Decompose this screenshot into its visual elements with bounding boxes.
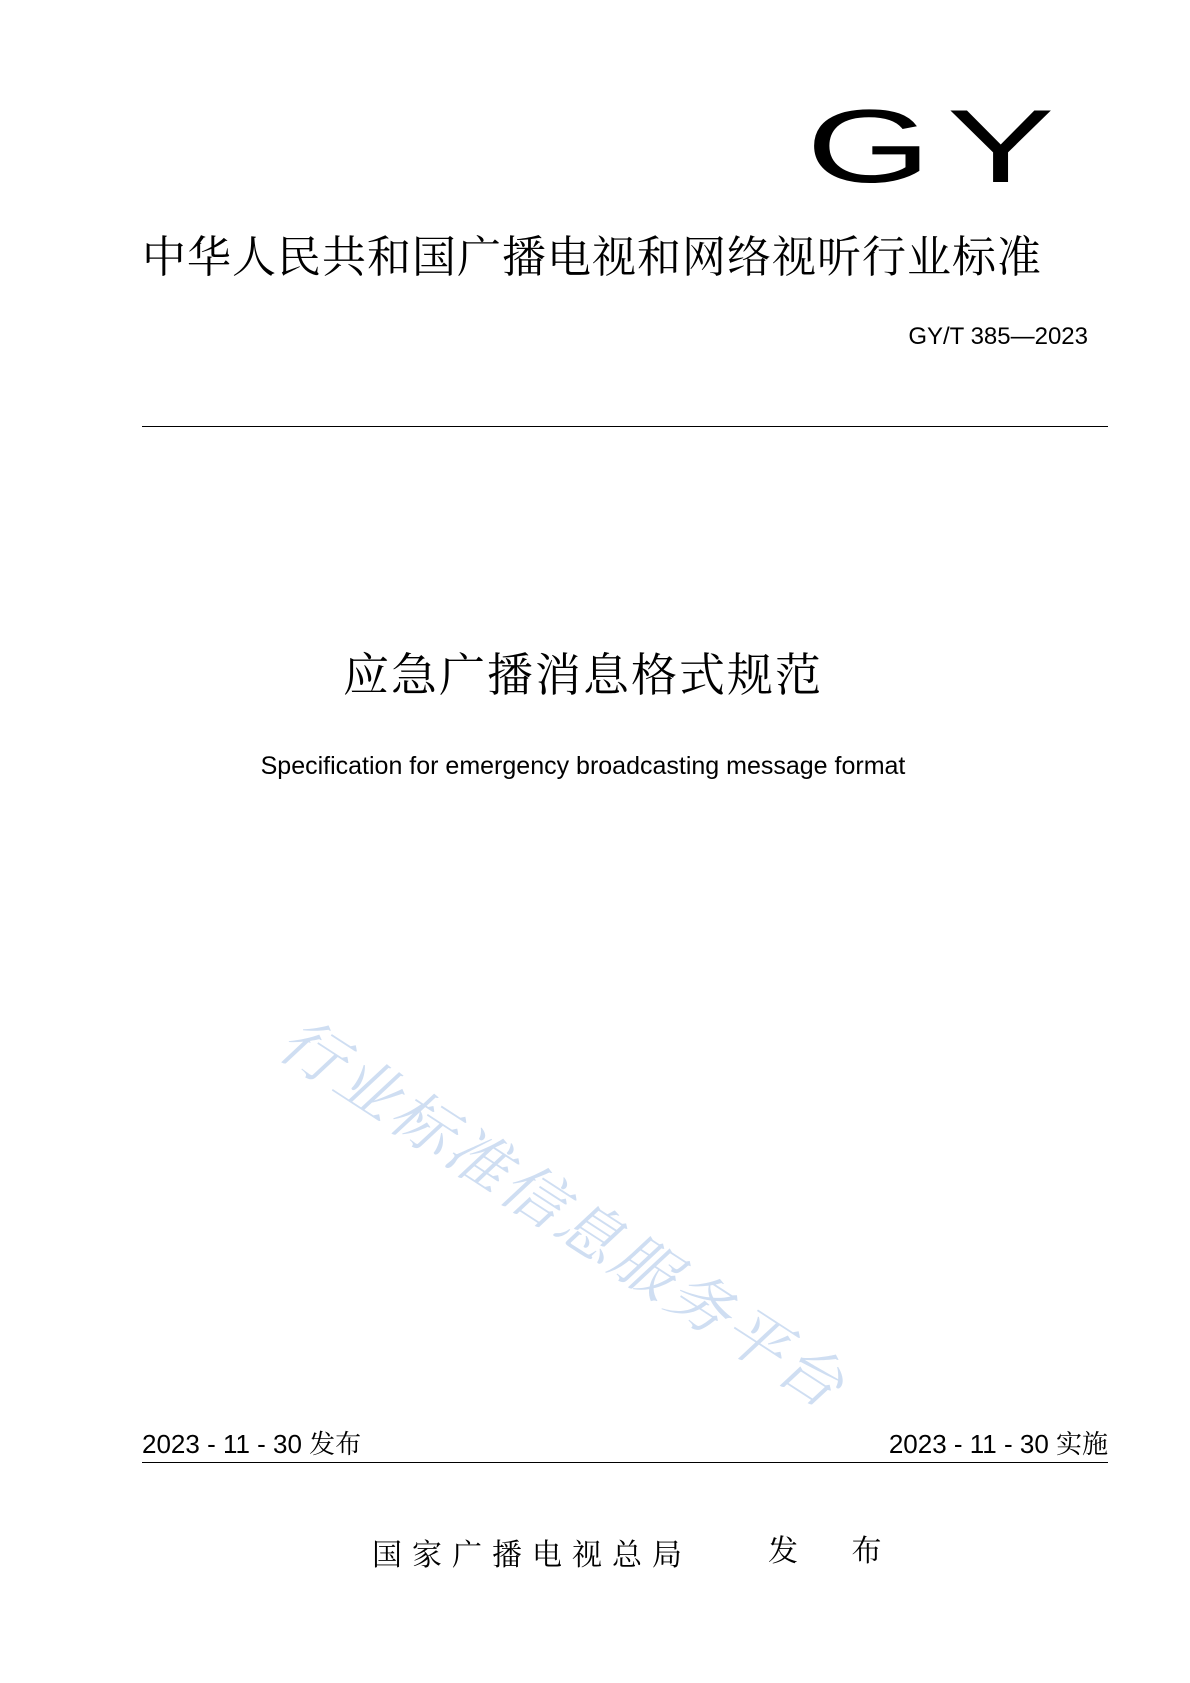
- implementation-date: 2023 - 11 - 30 实施: [888, 1429, 1108, 1459]
- bottom-divider: [142, 1462, 1108, 1463]
- watermark-text: 行业标准信息服务平台: [266, 1003, 860, 1425]
- organization-name: 中华人民共和国广播电视和网络视听行业标准: [142, 232, 1042, 283]
- document-title-chinese: 应急广播消息格式规范: [343, 648, 823, 702]
- document-title-english: Specification for emergency broadcasting message format: [260, 752, 906, 780]
- top-divider: [142, 426, 1108, 427]
- standard-code: GY/T 385—2023: [908, 323, 1088, 350]
- publisher-name: 国家广播电视总局: [372, 1538, 692, 1573]
- gy-logo: GY: [806, 89, 1070, 205]
- issue-date: 2023 - 11 - 30 发布: [142, 1429, 362, 1459]
- publish-label: 发 布: [768, 1534, 904, 1569]
